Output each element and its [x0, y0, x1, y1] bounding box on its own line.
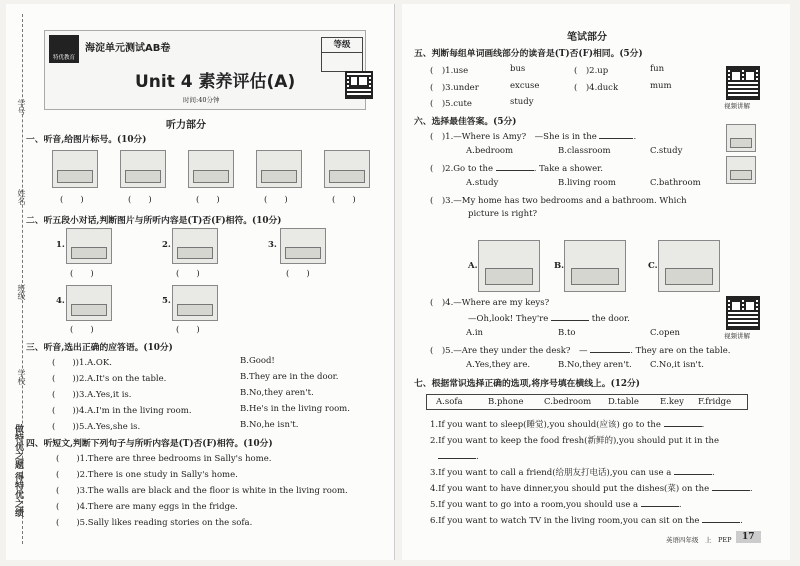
- s2-picture-4: [66, 285, 112, 321]
- s6-q3-line2: picture is right?: [468, 209, 538, 219]
- video-label-1: 视频讲解: [724, 102, 750, 110]
- brand-title: 海淀单元测试AB卷: [85, 43, 171, 54]
- page-number: 17: [736, 531, 761, 543]
- s3-row-3-option-b: B.No,they aren't.: [240, 388, 314, 398]
- s2-num-1: 1.: [56, 240, 65, 250]
- s6-q3-picture-a: [478, 240, 540, 292]
- s3-row-5-option-b: B.No,he isn't.: [240, 420, 299, 430]
- margin-label-student-id: 学号: [17, 99, 26, 115]
- s5-item-4[interactable]: ( )4.duck: [574, 83, 619, 93]
- s7-opt-b: B.phone: [488, 397, 524, 407]
- s7-item-2-blank: .: [438, 450, 479, 462]
- s7-opt-d: D.table: [608, 397, 639, 407]
- s1-answer-2[interactable]: ( ): [128, 195, 152, 205]
- s6-q2-opt-c[interactable]: C.bathroom: [650, 178, 701, 188]
- s7-opt-e: E.key: [660, 397, 684, 407]
- s2-title: 二、听五段小对话,判断图片与所听内容是(T)否(F)相符。(10分): [26, 216, 282, 226]
- s5-word-10: study: [510, 97, 534, 107]
- qr-code-icon: [726, 66, 760, 100]
- s3-row-1[interactable]: ( ))1.A.OK.: [52, 358, 112, 368]
- s5-item-3[interactable]: ( )3.under: [430, 83, 479, 93]
- margin-label-name: 姓名: [17, 189, 26, 205]
- s1-answer-4[interactable]: ( ): [264, 195, 288, 205]
- s1-picture-3: [188, 150, 234, 188]
- s6-q1-opt-b[interactable]: B.classroom: [558, 146, 611, 156]
- logo-icon: 特优教育: [49, 35, 79, 63]
- s6-q1-picture: [726, 124, 756, 152]
- s3-row-2[interactable]: ( ))2.A.It's on the table.: [52, 374, 167, 384]
- s2-picture-5: [172, 285, 218, 321]
- s3-title: 三、听音,选出正确的应答语。(10分): [26, 343, 173, 353]
- s4-title: 四、听短文,判断下列句子与所听内容是(T)否(F)相符。(10分): [26, 439, 273, 449]
- s6-q3-opt-a[interactable]: A.: [468, 261, 478, 271]
- s6-q5[interactable]: ( )5.—Are they under the desk? — . They are on the table.: [430, 346, 731, 356]
- s7-item-6[interactable]: 6.If you want to watch TV in the living room,you can sit on the .: [430, 516, 743, 526]
- side-slogan: 做特优之题 得特优之绩: [13, 424, 23, 518]
- s5-title: 五、判断每组单词画线部分的读音是(T)否(F)相同。(5分): [414, 49, 643, 59]
- s6-q5-opt-b[interactable]: B.No,they aren't.: [558, 360, 632, 370]
- margin-label-school: 学校: [17, 369, 26, 385]
- s6-q4-opt-c[interactable]: C.open: [650, 328, 680, 338]
- s5-word-2: bus: [510, 64, 526, 74]
- s7-opt-a: A.sofa: [436, 397, 463, 407]
- s1-answer-1[interactable]: ( ): [60, 195, 84, 205]
- s5-item-1[interactable]: ( )1.use: [430, 66, 469, 76]
- time-limit: 时间:40分钟: [183, 96, 220, 104]
- s6-q3-opt-b[interactable]: B.: [554, 261, 565, 271]
- s6-q2[interactable]: ( )2.Go to the . Take a shower.: [430, 164, 603, 174]
- s1-picture-5: [324, 150, 370, 188]
- s7-opt-c: C.bedroom: [544, 397, 592, 407]
- s6-q4-line2: —Oh,look! They're the door.: [468, 314, 630, 324]
- s3-row-5[interactable]: ( ))5.A.Yes,she is.: [52, 422, 141, 432]
- video-label-2: 视频讲解: [724, 332, 750, 340]
- s5-word-4: fun: [650, 64, 665, 74]
- footer-book: 英语四年级 上 PEP: [666, 536, 732, 544]
- s7-item-5[interactable]: 5.If you want to go into a room,you should use a .: [430, 500, 682, 510]
- header-banner: [44, 30, 366, 110]
- s5-item-2[interactable]: ( )2.up: [574, 66, 609, 76]
- grade-box[interactable]: [321, 52, 363, 72]
- qr-code-icon: [345, 71, 373, 99]
- s6-q2-picture: [726, 156, 756, 184]
- s4-row-5[interactable]: ( )5.Sally likes reading stories on the sofa.: [56, 518, 253, 528]
- s2-num-5: 5.: [162, 296, 171, 306]
- s2-num-3: 3.: [268, 240, 277, 250]
- s7-title: 七、根据常识选择正确的选项,将序号填在横线上。(12分): [414, 379, 640, 389]
- unit-title: Unit 4 素养评估(A): [135, 72, 296, 92]
- s2-answer-3[interactable]: ( ): [286, 269, 310, 279]
- s2-num-2: 2.: [162, 240, 171, 250]
- s6-q2-opt-a[interactable]: A.study: [466, 178, 499, 188]
- s6-q5-opt-c[interactable]: C.No,it isn't.: [650, 360, 705, 370]
- s2-answer-2[interactable]: ( ): [176, 269, 200, 279]
- s2-answer-4[interactable]: ( ): [70, 325, 94, 335]
- s6-title: 六、选择最佳答案。(5分): [414, 117, 517, 127]
- grade-label: 等级: [321, 37, 363, 53]
- s4-row-3[interactable]: ( )3.The walls are black and the floor is white in the living room.: [56, 486, 348, 496]
- s2-picture-2: [172, 228, 218, 264]
- qr-code-icon-2: [726, 296, 760, 330]
- s6-q3[interactable]: ( )3.—My home has two bedrooms and a bathroom. Which: [430, 196, 687, 206]
- s2-num-4: 4.: [56, 296, 65, 306]
- s3-row-2-option-b: B.They are in the door.: [240, 372, 339, 382]
- s6-q1-opt-c[interactable]: C.study: [650, 146, 683, 156]
- s1-picture-1: [52, 150, 98, 188]
- s1-answer-3[interactable]: ( ): [196, 195, 220, 205]
- s7-item-3[interactable]: 3.If you want to call a friend(给朋友打电话),you can use a .: [430, 468, 715, 478]
- s3-row-4-option-b: B.He's in the living room.: [240, 404, 350, 414]
- s7-item-2[interactable]: 2.If you want to keep the food fresh(新鲜的),you should put it in the: [430, 436, 720, 446]
- s2-answer-1[interactable]: ( ): [70, 269, 94, 279]
- s5-word-6: excuse: [510, 81, 540, 91]
- right-page: [402, 4, 790, 560]
- listening-section-title: 听力部分: [166, 120, 206, 131]
- s1-answer-5[interactable]: ( ): [332, 195, 356, 205]
- s1-title: 一、听音,给图片标号。(10分): [26, 135, 147, 145]
- s6-q4-opt-b[interactable]: B.to: [558, 328, 576, 338]
- s3-row-3[interactable]: ( ))3.A.Yes,it is.: [52, 390, 132, 400]
- s5-item-5[interactable]: ( )5.cute: [430, 99, 472, 109]
- margin-label-class: 班级: [17, 284, 26, 300]
- s4-row-4[interactable]: ( )4.There are many eggs in the fridge.: [56, 502, 238, 512]
- s3-row-4[interactable]: ( ))4.A.I'm in the living room.: [52, 406, 192, 416]
- s6-q3-picture-c: [658, 240, 720, 292]
- written-section-title: 笔试部分: [567, 32, 607, 43]
- s3-row-1-option-b: B.Good!: [240, 356, 275, 366]
- s6-q5-opt-a[interactable]: A.Yes,they are.: [466, 360, 531, 370]
- s2-answer-5[interactable]: ( ): [176, 325, 200, 335]
- s6-q1[interactable]: ( )1.—Where is Amy? —She is in the .: [430, 132, 637, 142]
- s7-item-1[interactable]: 1.If you want to sleep(睡觉),you should(应该) go to the .: [430, 420, 705, 430]
- s5-word-8: mum: [650, 81, 672, 91]
- s2-picture-1: [66, 228, 112, 264]
- s1-picture-2: [120, 150, 166, 188]
- s6-q3-picture-b: [564, 240, 626, 292]
- s7-item-4[interactable]: 4.If you want to have dinner,you should put the dishes(菜) on the .: [430, 484, 753, 494]
- s6-q4-opt-a[interactable]: A.in: [466, 328, 484, 338]
- s4-row-1[interactable]: ( )1.There are three bedrooms in Sally's home.: [56, 454, 272, 464]
- s1-picture-4: [256, 150, 302, 188]
- s6-q1-opt-a[interactable]: A.bedroom: [466, 146, 514, 156]
- s2-picture-3: [280, 228, 326, 264]
- left-page: [6, 4, 395, 560]
- s7-opt-f: F.fridge: [698, 397, 732, 407]
- s6-q4[interactable]: ( )4.—Where are my keys?: [430, 298, 550, 308]
- s6-q3-opt-c[interactable]: C.: [648, 261, 658, 271]
- s6-q2-opt-b[interactable]: B.living room: [558, 178, 616, 188]
- s4-row-2[interactable]: ( )2.There is one study in Sally's home.: [56, 470, 238, 480]
